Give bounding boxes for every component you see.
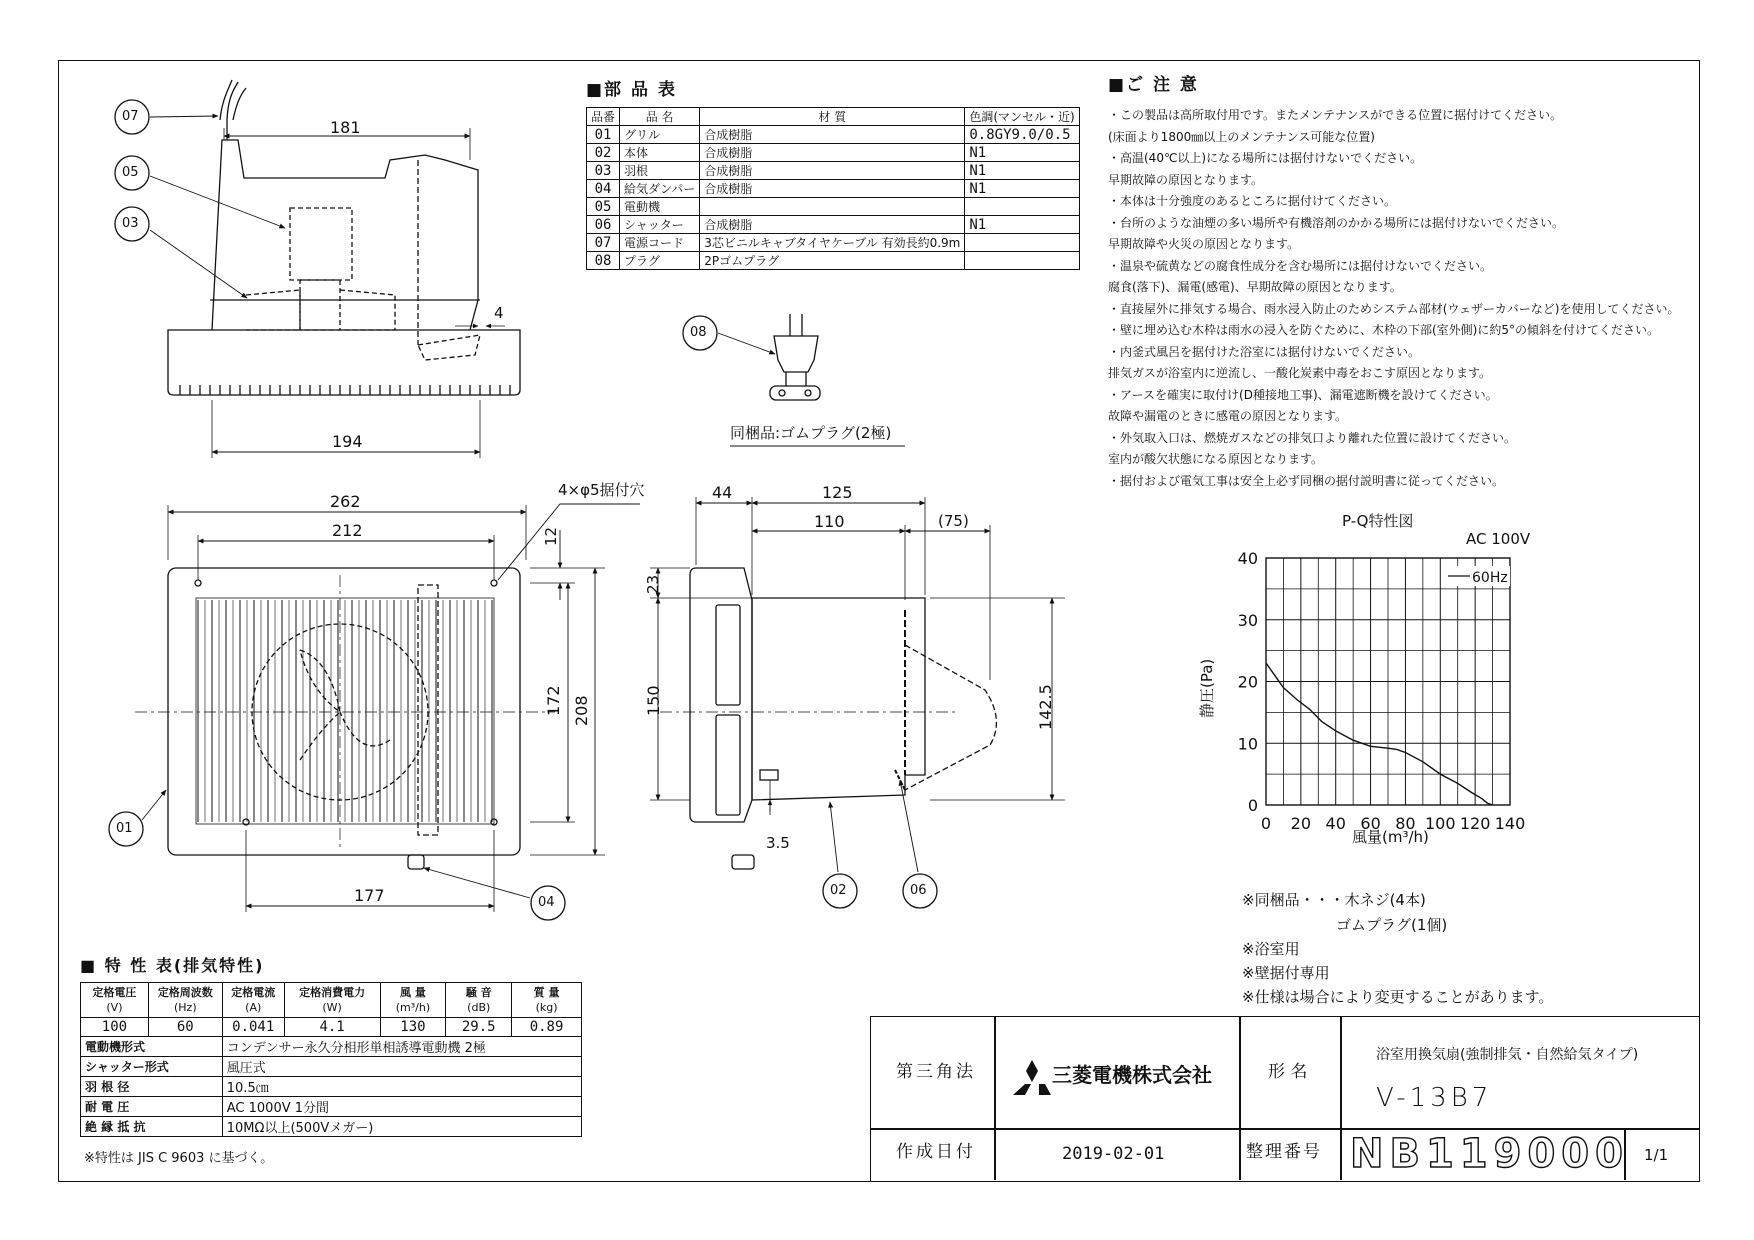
specs-detail-label: 羽 根 径 [81, 1077, 223, 1097]
specs-header-label: 質 量 [533, 986, 560, 999]
dim-212: 212 [332, 521, 363, 540]
parts-cell: 02 [587, 144, 620, 162]
parts-cell: 合成樹脂 [700, 126, 965, 144]
chart-x-tick-label: 140 [1494, 814, 1526, 833]
specs-value-cell: 0.041 [222, 1018, 284, 1037]
note-line: ・据付および電気工事は安全上必ず同梱の据付説明書に従ってください。 [1108, 473, 1505, 488]
specs-value-cell: 29.5 [446, 1018, 512, 1037]
projection-label: 第三角法 [896, 1062, 976, 1082]
specs-value-cell: 100 [81, 1018, 149, 1037]
specs-detail-row [81, 1097, 582, 1117]
parts-cell: N1 [965, 162, 1079, 180]
specs-detail-label: 絶 縁 抵 抗 [81, 1117, 223, 1137]
specs-header-unit: (m³/h) [395, 1001, 431, 1014]
specs-detail-label: 電動機形式 [81, 1037, 223, 1057]
chart-y-tick-label: 30 [1237, 610, 1258, 630]
accessory-line-3: ※浴室用 [1242, 940, 1300, 958]
sheet-count: 1/1 [1644, 1146, 1669, 1164]
specs-header-cell [512, 983, 582, 1018]
notes-title: ■ご 注 意 [1108, 75, 1199, 95]
specs-detail-value: AC 1000V 1分間 [222, 1097, 581, 1117]
note-line: 早期故障の原因となります。 [1108, 172, 1264, 187]
dim-holes: 4×φ5据付穴 [558, 481, 645, 499]
specs-header-row [81, 983, 582, 1018]
specs-detail-value: コンデンサー永久分相形単相誘導電動機 2極 [222, 1037, 581, 1057]
parts-cell: N1 [965, 216, 1079, 234]
parts-cell: 合成樹脂 [700, 216, 965, 234]
note-line: ・壁に埋め込む木枠は雨水の浸入を防ぐために、木枠の下部(室外側)に約5°の傾斜を付けてください。 [1108, 323, 1660, 337]
name-label: 形 名 [1268, 1062, 1308, 1082]
parts-cell [700, 198, 965, 216]
parts-table-row [587, 162, 1080, 180]
callout-04: 04 [538, 895, 555, 910]
note-line: ・温泉や硫黄などの腐食性成分を含む場所には据付けないでください。 [1108, 258, 1493, 273]
parts-table-row [587, 180, 1080, 198]
parts-cell: 07 [587, 234, 620, 252]
control-number: NB119000 [1350, 1131, 1629, 1177]
specs-detail-value: 風圧式 [222, 1057, 581, 1077]
model-number: V-13B7 [1376, 1083, 1493, 1113]
parts-header-cell: 品 名 [620, 108, 700, 126]
parts-header-cell: 品番 [587, 108, 620, 126]
callout-05: 05 [122, 165, 139, 180]
parts-cell: 合成樹脂 [700, 144, 965, 162]
specs-header-label: 騒 音 [465, 986, 492, 999]
note-line: ・この製品は高所取付用です。またメンテナンスができる位置に据付けてください。 [1108, 108, 1563, 122]
chart-legend-label: 60Hz [1472, 570, 1508, 586]
dim-75: (75) [938, 512, 969, 530]
plug-caption: 同梱品:ゴムプラグ(2極) [730, 424, 892, 442]
company-name: 三菱電機株式会社 [1052, 1063, 1212, 1087]
specs-header-unit: (Hz) [173, 1001, 197, 1014]
parts-cell: 合成樹脂 [700, 162, 965, 180]
specs-header-label: 定格電流 [231, 986, 276, 999]
parts-cell: シャッター [620, 216, 700, 234]
specs-detail-value: 10.5㎝ [222, 1077, 581, 1097]
note-line: ・高温(40℃以上)になる場所には据付けないでください。 [1108, 151, 1423, 165]
parts-cell: 本体 [620, 144, 700, 162]
dim-172: 172 [544, 685, 563, 716]
side-view [650, 497, 1065, 872]
dim-181: 181 [330, 118, 361, 137]
dim-23: 23 [644, 574, 662, 594]
chart-x-tick-label: 40 [1325, 814, 1346, 833]
parts-cell: 0.8GY9.0/0.5 [965, 126, 1079, 144]
number-label: 整理番号 [1246, 1142, 1322, 1162]
note-line: 早期故障や火災の原因となります。 [1108, 237, 1300, 251]
chart-x-tick-label: 120 [1459, 814, 1491, 833]
specs-header-label: 定格周波数 [157, 986, 213, 999]
specs-header-label: 定格消費電力 [299, 986, 366, 999]
specs-header-cell [380, 983, 446, 1018]
parts-cell: グリル [620, 126, 700, 144]
callout-02: 02 [830, 883, 847, 898]
specs-header-cell [284, 983, 380, 1018]
parts-table-row [587, 234, 1080, 252]
specs-header-cell [81, 983, 149, 1018]
specs-value-cell: 4.1 [284, 1018, 380, 1037]
specs-value-row [81, 1018, 582, 1037]
date-label: 作成日付 [896, 1142, 976, 1162]
callout-08: 08 [690, 325, 707, 340]
chart-y-tick-label: 40 [1237, 549, 1258, 568]
specs-detail-row [81, 1037, 582, 1057]
chart-y-tick-label: 0 [1247, 796, 1258, 815]
parts-cell [965, 234, 1079, 252]
parts-cell: 3芯ビニルキャブタイヤケーブル 有効長約0.9m [700, 234, 965, 252]
dim-12: 12 [542, 526, 560, 546]
specs-detail-label: シャッター形式 [81, 1057, 223, 1077]
parts-table-header [587, 108, 1080, 126]
chart-x-tick-label: 100 [1425, 814, 1456, 833]
specs-header-unit: (W) [322, 1001, 342, 1014]
specs-header-cell [446, 983, 512, 1018]
chart-xlabel: 風量(m³/h) [1352, 828, 1429, 846]
dim-142-5: 142.5 [1036, 684, 1055, 730]
dim-177: 177 [354, 886, 385, 905]
callout-07: 07 [122, 109, 139, 124]
note-line: ・直接屋外に排気する場合、雨水浸入防止のためシステム部材(ウェザーカバーなど)を使用してください。 [1108, 301, 1680, 316]
specs-title: ■ 特 性 表(排気特性) [80, 956, 265, 975]
dim-44: 44 [712, 483, 733, 502]
specs-header-unit: (V) [106, 1001, 123, 1014]
note-line: ・内釜式風呂を据付けた浴室には据付けないでください。 [1108, 344, 1421, 359]
dim-4: 4 [494, 304, 504, 322]
parts-cell: 給気ダンパー [620, 180, 700, 198]
chart-series-line [1266, 663, 1493, 805]
note-line: ・台所のような油煙の多い場所や有機溶剤のかかる場所には据付けないでください。 [1108, 215, 1565, 230]
specs-table [80, 982, 582, 1137]
note-line: ・アースを確実に取付け(D種接地工事)、漏電遮断機を設けてください。 [1108, 387, 1498, 402]
parts-table-title: ■部 品 表 [586, 80, 677, 100]
date-value: 2019-02-01 [1062, 1144, 1165, 1164]
parts-cell: 2Pゴムプラグ [700, 252, 965, 270]
chart-x-tick-label: 0 [1260, 814, 1272, 833]
parts-cell [965, 198, 1079, 216]
parts-table-row [587, 126, 1080, 144]
chart-title: P-Q特性図 [1342, 512, 1414, 530]
parts-header-cell: 色調(マンセル・近) [965, 108, 1079, 126]
specs-header-label: 定格電圧 [92, 986, 137, 999]
parts-table-row [587, 198, 1080, 216]
accessory-line-4: ※壁据付専用 [1242, 964, 1330, 982]
specs-detail-label: 耐 電 圧 [81, 1097, 223, 1117]
parts-table-row [587, 144, 1080, 162]
pq-chart [1238, 549, 1526, 833]
dim-3-5: 3.5 [766, 834, 790, 852]
accessory-line-5: ※仕様は場合により変更することがあります。 [1242, 988, 1554, 1006]
chart-x-tick-label: 60 [1360, 814, 1381, 833]
specs-header-unit: (dB) [467, 1001, 491, 1014]
parts-header-cell: 材 質 [700, 108, 965, 126]
callout-06: 06 [910, 883, 927, 898]
chart-x-tick-label: 80 [1395, 814, 1416, 833]
dim-208: 208 [572, 695, 591, 726]
chart-x-tick-label: 20 [1290, 814, 1312, 833]
chart-y-tick-label: 20 [1237, 672, 1258, 692]
parts-cell: 08 [587, 252, 620, 270]
note-line: ・本体は十分強度のあるところに据付けてください。 [1108, 194, 1397, 208]
parts-cell [965, 252, 1079, 270]
specs-value-cell: 0.89 [512, 1018, 582, 1037]
note-line: ・外気取入口は、燃焼ガスなどの排気口より離れた位置に設けてください。 [1108, 430, 1517, 445]
specs-detail-row [81, 1057, 582, 1077]
parts-cell: 04 [587, 180, 620, 198]
note-line: 室内が酸欠状態になる原因となります。 [1108, 452, 1324, 466]
specs-header-unit: (kg) [535, 1001, 558, 1014]
dim-262: 262 [330, 492, 361, 511]
parts-cell: 合成樹脂 [700, 180, 965, 198]
parts-cell: N1 [965, 180, 1079, 198]
parts-cell: 01 [587, 126, 620, 144]
specs-header-unit: (A) [245, 1001, 262, 1014]
specs-detail-row [81, 1117, 582, 1137]
parts-cell: 羽根 [620, 162, 700, 180]
specs-value-cell: 60 [148, 1018, 222, 1037]
parts-table-row [587, 216, 1080, 234]
note-line: (床面より1800㎜以上のメンテナンス可能な位置) [1108, 129, 1375, 144]
dim-125: 125 [822, 483, 853, 502]
parts-cell: プラグ [620, 252, 700, 270]
dim-194: 194 [332, 432, 363, 451]
parts-cell: 03 [587, 162, 620, 180]
specs-header-cell [148, 983, 222, 1018]
chart-ylabel: 静圧(Pa) [1198, 658, 1216, 718]
dim-150: 150 [644, 685, 663, 716]
callout-01: 01 [116, 821, 133, 836]
specs-detail-row [81, 1077, 582, 1097]
accessory-line-1: ※同梱品・・・木ネジ(4本) [1242, 891, 1426, 909]
note-line: 排気ガスが浴室内に逆流し、一酸化炭素中毒をおこす原因となります。 [1108, 366, 1492, 380]
accessory-line-2: ゴムプラグ(1個) [1336, 916, 1448, 934]
parts-table [586, 107, 1080, 270]
dim-110: 110 [814, 512, 845, 531]
product-description: 浴室用換気扇(強制排気・自然給気タイプ) [1376, 1047, 1639, 1063]
parts-table-row [587, 252, 1080, 270]
parts-cell: N1 [965, 144, 1079, 162]
specs-header-label: 風 量 [400, 986, 426, 999]
parts-cell: 06 [587, 216, 620, 234]
specs-detail-value: 10MΩ以上(500Vメガー) [222, 1117, 581, 1137]
specs-value-cell: 130 [380, 1018, 446, 1037]
parts-cell: 電動機 [620, 198, 700, 216]
front-view [135, 504, 640, 912]
callout-03: 03 [122, 216, 139, 231]
note-line: 腐食(落下)、漏電(感電)、早期故障の原因となります。 [1108, 280, 1402, 294]
chart-y-tick-label: 10 [1237, 734, 1258, 754]
note-line: 故障や漏電のときに感電の原因となります。 [1108, 409, 1348, 423]
chart-subtitle: AC 100V [1466, 530, 1531, 548]
specs-footnote: ※特性は JIS C 9603 に基づく。 [84, 1151, 274, 1166]
specs-header-cell [222, 983, 284, 1018]
parts-cell: 電源コード [620, 234, 700, 252]
parts-cell: 05 [587, 198, 620, 216]
